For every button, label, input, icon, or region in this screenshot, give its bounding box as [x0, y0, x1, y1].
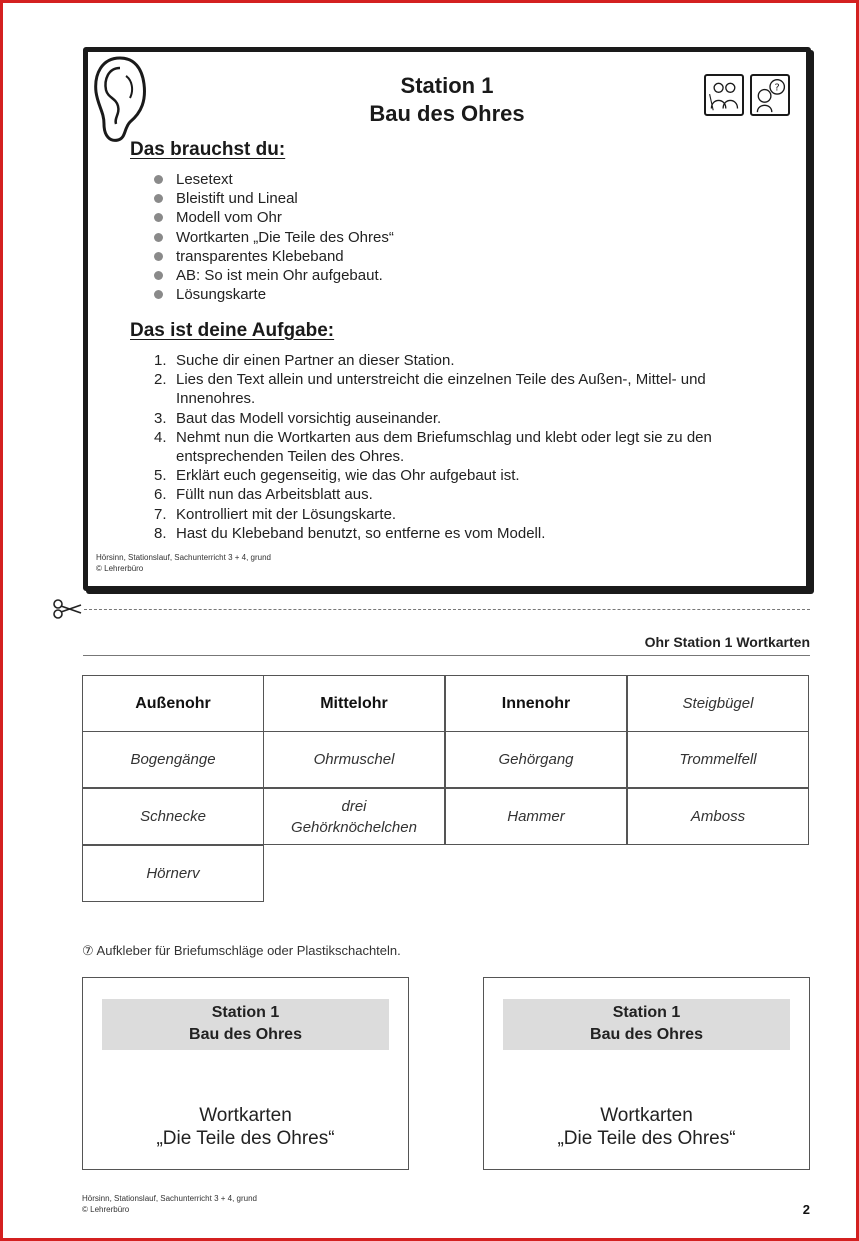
wordcard-cell: Hammer [445, 788, 627, 845]
task-heading: Das ist deine Aufgabe: [130, 320, 335, 341]
sticker-label-header: Station 1 Bau des Ohres [102, 999, 389, 1050]
bullet-dot-icon [154, 290, 163, 299]
wordcard-cell: Schnecke [82, 788, 264, 845]
bullet-dot-icon [154, 252, 163, 261]
card-title-line2: Bau des Ohres [369, 101, 525, 126]
materials-item: Modell vom Ohr [154, 208, 394, 227]
materials-list [154, 170, 394, 304]
pictogram-group [704, 74, 790, 116]
materials-item: Lösungskarte [154, 285, 394, 304]
wordcard-cell: Innenohr [445, 675, 627, 732]
task-item: 4. Nehmt nun die Wortkarten aus dem Briefumschlag und klebt oder legt sie zu den entsprechenden Teilen des Ohres. [154, 428, 712, 466]
sticker-caption: ⑦ Aufkleber für Briefumschläge oder Plastikschachteln. [82, 943, 401, 958]
materials-item: Bleistift und Lineal [154, 189, 394, 208]
bullet-dot-icon [154, 194, 163, 203]
wordcards-section-title: Ohr Station 1 Wortkarten [644, 634, 810, 650]
task-item: 6. Füllt nun das Arbeitsblatt aus. [154, 486, 373, 504]
scissors-icon [52, 598, 82, 620]
materials-item: Wortkarten „Die Teile des Ohres“ [154, 228, 394, 247]
card-title [88, 72, 806, 128]
task-item: 5. Erklärt euch gegenseitig, wie das Ohr aufgebaut ist. [154, 467, 520, 485]
wordcard-cell: drei Gehörknöchelchen [263, 788, 445, 845]
task-item: 2. Lies den Text allein und unterstreicht die einzelnen Teile des Außen-, Mittel- und Innenohres. [154, 371, 706, 408]
wordcard-cell: Mittelohr [263, 675, 445, 732]
cut-line [84, 609, 810, 610]
question-think-icon [750, 74, 790, 116]
station-card [83, 47, 811, 591]
card-title-line1: Station 1 [400, 73, 494, 98]
wordcard-cell: Außenohr [82, 675, 264, 732]
svg-text:?: ? [774, 82, 780, 94]
sticker-label-body: Wortkarten „Die Teile des Ohres“ [156, 1105, 335, 1149]
task-list [148, 351, 758, 543]
wordcard-cell: Gehörgang [445, 731, 627, 788]
bullet-dot-icon [154, 271, 163, 280]
materials-item: AB: So ist mein Ohr aufgebaut. [154, 266, 394, 285]
task-item: 7. Kontrolliert mit der Lösungskarte. [154, 505, 397, 523]
sticker-label-header: Station 1 Bau des Ohres [503, 999, 790, 1050]
task-item: 8. Hast du Klebeband benutzt, so entferne es vom Modell. [154, 524, 546, 542]
wordcard-cell: Hörnerv [82, 845, 264, 902]
task-item: 1. Suche dir einen Partner an dieser Station. [154, 352, 455, 369]
section-divider [83, 655, 810, 656]
sticker-label [483, 977, 810, 1170]
wordcard-cell: Steigbügel [627, 675, 809, 732]
bullet-dot-icon [154, 213, 163, 222]
materials-item: transparentes Klebeband [154, 247, 394, 266]
bullet-dot-icon [154, 233, 163, 242]
card-footer: Hörsinn, Stationslauf, Sachunterricht 3 + 4, grund © Lehrerbüro [96, 553, 271, 573]
bullet-dot-icon [154, 175, 163, 184]
wordcard-cell: Trommelfell [627, 731, 809, 788]
sticker-label [82, 977, 409, 1170]
wordcard-cell: Bogengänge [82, 731, 264, 788]
partner-work-icon [704, 74, 744, 116]
wordcard-cell: Ohrmuschel [263, 731, 445, 788]
wordcard-cell: Amboss [627, 788, 809, 845]
page-number: 2 [802, 1202, 810, 1217]
materials-heading: Das brauchst du: [130, 139, 286, 160]
task-item: 3. Baut das Modell vorsichtig auseinander. [154, 409, 442, 427]
materials-item: Lesetext [154, 170, 394, 189]
page-footer: Hörsinn, Stationslauf, Sachunterricht 3 + 4, grund © Lehrerbüro [82, 1194, 257, 1214]
sticker-label-body: Wortkarten „Die Teile des Ohres“ [557, 1105, 736, 1149]
